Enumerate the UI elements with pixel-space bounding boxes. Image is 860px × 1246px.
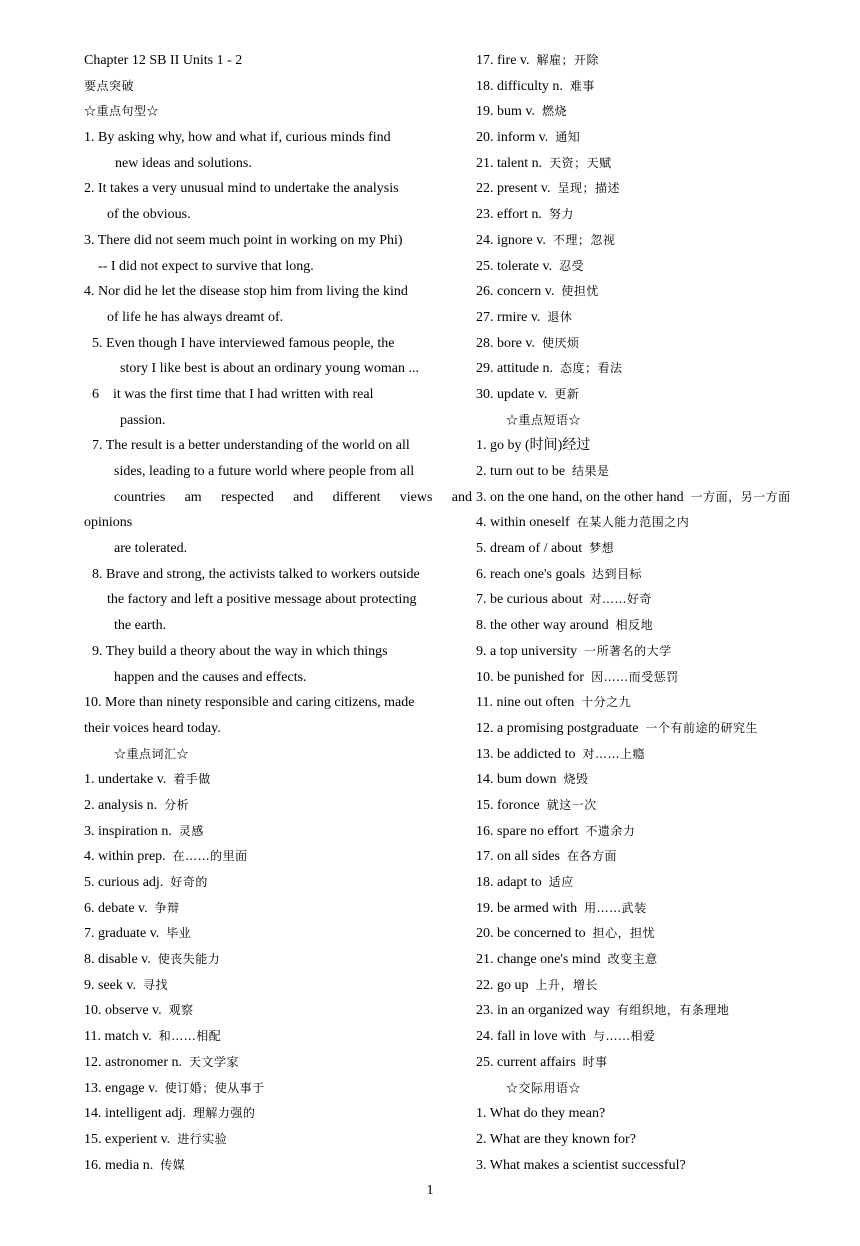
sentence-5-line-2: story I like best is about an ordinary young woman ...: [120, 361, 420, 377]
list-item: [84, 1101, 454, 1127]
item-chinese: 担心，担忧: [592, 926, 656, 941]
item-english: 5. dream of / about: [476, 541, 583, 557]
item-chinese: 通知: [555, 130, 581, 145]
sentence-6-line-1: 6 it was the first time that I had written with real: [92, 386, 374, 402]
list-item: [476, 947, 860, 973]
item-chinese: 解雇；开除: [536, 53, 600, 67]
item-english: 22. go up: [476, 977, 529, 993]
item-chinese: 理解力强的: [192, 1106, 256, 1121]
list-item: [84, 870, 454, 896]
list-item: [84, 1024, 454, 1050]
item-chinese: 就这一次: [546, 797, 597, 812]
item-chinese: 使订婚；使从事于: [164, 1080, 265, 1095]
sentence-1-line-1: 1. By asking why, how and what if, curious minds find: [84, 130, 391, 146]
list-item: [476, 382, 860, 408]
list-item: [476, 793, 860, 819]
list-item: [476, 459, 860, 485]
item-english: 9. a top university: [476, 643, 578, 659]
item-chinese: 一所著名的大学: [584, 643, 672, 658]
list-item: [84, 973, 454, 999]
expression-list: [476, 1101, 860, 1178]
item-chinese: 使厌烦: [541, 335, 580, 350]
list-item: [476, 1024, 860, 1050]
item-english: 28. bore v.: [476, 335, 535, 351]
right-column: [476, 48, 860, 1178]
item-english: 16. spare no effort: [476, 823, 579, 839]
chapter-title: Chapter 12 SB II Units 1 - 2: [84, 53, 243, 68]
item-chinese: 传媒: [160, 1157, 186, 1172]
item-english: 13. engage v.: [84, 1080, 158, 1096]
list-item: [476, 48, 860, 74]
item-chinese: 使担忧: [561, 284, 599, 299]
item-english: 8. disable v.: [84, 952, 151, 968]
item-chinese: 用……武装: [584, 900, 647, 915]
sentence-9-line-2: happen and the causes and effects.: [114, 669, 307, 685]
sentence-3-line-2: -- I did not expect to survive that long.: [98, 258, 314, 274]
item-english: 2. turn out to be: [476, 464, 566, 479]
item-english: 17. fire v.: [476, 53, 530, 68]
item-english: 1. undertake v.: [84, 772, 167, 788]
item-english: 12. astronomer n.: [84, 1054, 182, 1070]
list-item: [476, 921, 860, 947]
item-chinese: 和……相配: [158, 1029, 222, 1044]
sentence-8-line-1: 8. Brave and strong, the activists talked to workers outside: [92, 566, 420, 582]
sentences-heading: ☆重点句型☆: [84, 104, 160, 119]
list-item: [476, 562, 860, 588]
list-item: [476, 536, 860, 562]
item-english: 20. be concerned to: [476, 926, 586, 942]
list-item: [84, 998, 454, 1024]
list-item: [84, 1127, 454, 1153]
expressions-heading: ☆交际用语☆: [506, 1080, 582, 1095]
list-item: [84, 819, 454, 845]
left-column: [84, 48, 472, 1178]
list-item: [84, 767, 454, 793]
list-item: [476, 356, 860, 382]
item-english: 24. ignore v.: [476, 232, 546, 248]
item-english: 22. present v.: [476, 181, 551, 197]
item-english: 15. foronce: [476, 797, 540, 813]
item-english: 7. graduate v.: [84, 926, 160, 942]
sentence-8-line-2: the factory and left a positive message about protecting: [107, 592, 417, 608]
item-chinese: 在……的里面: [172, 849, 248, 864]
item-chinese: 时事: [582, 1054, 608, 1069]
list-item: [476, 228, 860, 254]
justified-word: and: [451, 489, 472, 505]
item-english: 3. on the one hand, on the other hand: [476, 489, 684, 505]
list-item: [476, 331, 860, 357]
item-english: 25. current affairs: [476, 1054, 576, 1070]
list-item: [476, 99, 860, 125]
sentence-4-line-1: 4. Nor did he let the disease stop him from living the kind: [84, 284, 408, 300]
item-english: 6. reach one's goals: [476, 566, 586, 582]
item-english: 25. tolerate v.: [476, 258, 553, 274]
sentence-9-line-1: 9. They build a theory about the way in which things: [92, 643, 388, 659]
sentence-5-line-1: 5. Even though I have interviewed famous people, the: [92, 335, 395, 351]
list-item: [476, 690, 860, 716]
item-english: 11. match v.: [84, 1029, 152, 1045]
list-item: [476, 613, 860, 639]
item-english: 20. inform v.: [476, 130, 549, 146]
item-chinese: 灵感: [178, 823, 204, 838]
sentence-7-line-4: opinions: [84, 515, 133, 531]
list-item: [84, 947, 454, 973]
item-english: 5. curious adj.: [84, 875, 164, 890]
list-item: [84, 844, 454, 870]
item-english: 26. concern v.: [476, 284, 555, 300]
item-chinese: 对……好奇: [589, 592, 653, 607]
item-english: 21. talent n.: [476, 155, 543, 171]
item-chinese: 改变主意: [607, 952, 658, 967]
sentence-6-line-2: passion.: [120, 412, 166, 428]
item-english: 10. be punished for: [476, 669, 585, 685]
sentence-10-line-1: 10. More than ninety responsible and caring citizens, made: [84, 695, 415, 711]
list-item: [476, 510, 860, 536]
list-item: 2. What are they known for?: [476, 1131, 636, 1147]
vocab-heading: ☆重点词汇☆: [114, 746, 190, 761]
list-item: [476, 433, 860, 459]
item-chinese: 有组织地，有条理地: [616, 1003, 730, 1018]
item-chinese: 与……相爱: [593, 1029, 656, 1044]
list-item: [476, 844, 860, 870]
list-item: 3. What makes a scientist successful?: [476, 1157, 686, 1173]
list-item: [476, 742, 860, 768]
item-chinese: 燃烧: [541, 104, 567, 119]
vocab-list-right: [476, 48, 860, 408]
item-chinese: 争辩: [154, 900, 180, 915]
item-english: 23. in an organized way: [476, 1003, 610, 1019]
item-english: 16. media n.: [84, 1157, 154, 1173]
item-chinese: 退休: [547, 309, 573, 324]
item-english: 7. be curious about: [476, 592, 583, 608]
item-english: 6. debate v.: [84, 900, 148, 916]
list-item: [476, 870, 860, 896]
list-item: 1. What do they mean?: [476, 1106, 606, 1122]
item-chinese: 着手做: [173, 772, 211, 787]
sentence-4-line-2: of life he has always dreamt of.: [107, 309, 284, 325]
item-chinese: 一个有前途的研究生: [645, 720, 759, 735]
item-chinese: 在某人能力范围之内: [576, 515, 690, 530]
list-item: [476, 485, 860, 511]
item-chinese: 对……上瘾: [582, 746, 646, 761]
list-item: [476, 74, 860, 100]
item-english: 9. seek v.: [84, 977, 136, 993]
justified-word: views: [399, 489, 433, 505]
item-english: 1. go by (时间)经过: [476, 438, 591, 454]
item-english: 13. be addicted to: [476, 746, 576, 762]
sentence-10-line-2: their voices heard today.: [84, 720, 221, 736]
item-english: 27. rmire v.: [476, 309, 541, 325]
list-item: [84, 1153, 454, 1179]
list-item: [476, 305, 860, 331]
sentence-3-line-1: 3. There did not seem much point in working on my Phi): [84, 232, 403, 248]
item-chinese: 态度；看法: [560, 361, 623, 376]
item-chinese: 进行实验: [177, 1131, 228, 1146]
list-item: [476, 639, 860, 665]
item-english: 19. be armed with: [476, 900, 578, 916]
item-english: 11. nine out often: [476, 695, 575, 711]
sentence-2-line-2: of the obvious.: [107, 207, 191, 223]
list-item: [476, 767, 860, 793]
justified-word: different: [332, 489, 381, 505]
item-english: 14. intelligent adj.: [84, 1106, 186, 1122]
list-item: [476, 125, 860, 151]
list-item: [84, 921, 454, 947]
list-item: [476, 973, 860, 999]
list-item: [476, 587, 860, 613]
item-chinese: 天资；天赋: [549, 155, 612, 170]
list-item: [84, 793, 454, 819]
list-item: [476, 176, 860, 202]
item-chinese: 不理；忽视: [552, 232, 616, 247]
sentence-2-line-1: 2. It takes a very unusual mind to undertake the analysis: [84, 181, 399, 197]
item-english: 3. inspiration n.: [84, 823, 172, 839]
list-item: [476, 998, 860, 1024]
item-chinese: 适应: [548, 875, 574, 889]
list-item: [476, 279, 860, 305]
list-item: [476, 665, 860, 691]
item-english: 15. experient v.: [84, 1131, 171, 1147]
item-english: 18. adapt to: [476, 875, 542, 890]
item-chinese: 不遗余力: [585, 823, 636, 838]
phrase-list: [476, 433, 860, 1075]
item-chinese: 努力: [548, 207, 574, 222]
item-chinese: 分析: [164, 797, 190, 812]
list-item: [84, 896, 454, 922]
item-chinese: 更新: [554, 386, 580, 401]
item-chinese: 毕业: [166, 926, 192, 941]
item-chinese: 梦想: [589, 541, 615, 556]
item-chinese: 难事: [569, 78, 595, 93]
item-english: 18. difficulty n.: [476, 78, 563, 94]
item-english: 17. on all sides: [476, 849, 560, 865]
item-english: 4. within prep.: [84, 849, 166, 865]
justified-word: and: [293, 489, 314, 505]
item-chinese: 达到目标: [592, 566, 643, 581]
item-english: 19. bum v.: [476, 104, 535, 120]
list-item: [84, 1050, 454, 1076]
item-chinese: 十分之九: [581, 695, 632, 710]
item-chinese: 好奇的: [170, 875, 208, 889]
item-english: 29. attitude n.: [476, 361, 553, 377]
vocab-list-left: [84, 767, 454, 1178]
item-chinese: 忍受: [559, 258, 585, 273]
item-english: 10. observe v.: [84, 1003, 162, 1019]
item-chinese: 使丧失能力: [157, 952, 221, 967]
sentence-7-line-3: [84, 485, 472, 511]
sentence-7-line-5: are tolerated.: [114, 541, 188, 557]
item-chinese: 呈现；描述: [557, 181, 621, 196]
item-chinese: 一方面，另一方面: [690, 489, 791, 504]
item-chinese: 在各方面: [567, 849, 618, 864]
item-english: 21. change one's mind: [476, 952, 601, 968]
section-subtitle: 要点突破: [84, 78, 135, 93]
item-chinese: 上升，增长: [535, 977, 599, 992]
sentence-1-line-2: new ideas and solutions.: [115, 155, 252, 171]
item-english: 30. update v.: [476, 386, 548, 402]
page-number: 1: [426, 1183, 434, 1198]
list-item: [84, 1076, 454, 1102]
item-chinese: 寻找: [142, 977, 168, 992]
sentence-8-line-3: the earth.: [114, 618, 167, 634]
item-english: 4. within oneself: [476, 515, 570, 531]
list-item: [476, 202, 860, 228]
item-chinese: 因……而受惩罚: [591, 669, 679, 684]
item-english: 12. a promising postgraduate: [476, 720, 639, 736]
phrases-heading: ☆重点短语☆: [506, 412, 582, 427]
item-english: 14. bum down: [476, 772, 557, 788]
item-chinese: 结果是: [572, 464, 610, 478]
justified-word: am: [184, 489, 202, 505]
list-item: [476, 716, 860, 742]
list-item: [476, 896, 860, 922]
item-chinese: 烧毁: [563, 772, 589, 787]
item-english: 24. fall in love with: [476, 1029, 587, 1045]
sentence-7-justified-words: [114, 485, 472, 511]
sentence-7-line-2: sides, leading to a future world where people from all: [114, 464, 415, 479]
item-chinese: 天文学家: [188, 1054, 239, 1069]
item-chinese: 观察: [168, 1003, 194, 1018]
list-item: [476, 819, 860, 845]
justified-word: respected: [220, 489, 274, 505]
item-english: 23. effort n.: [476, 207, 542, 223]
item-chinese: 相反地: [615, 618, 654, 633]
list-item: [476, 151, 860, 177]
sentence-7-line-1: 7. The result is a better understanding of the world on all: [92, 438, 410, 454]
item-english: 8. the other way around: [476, 618, 609, 634]
justified-word: countries: [114, 489, 166, 505]
item-english: 2. analysis n.: [84, 797, 158, 813]
list-item: [476, 254, 860, 280]
list-item: [476, 1050, 860, 1076]
